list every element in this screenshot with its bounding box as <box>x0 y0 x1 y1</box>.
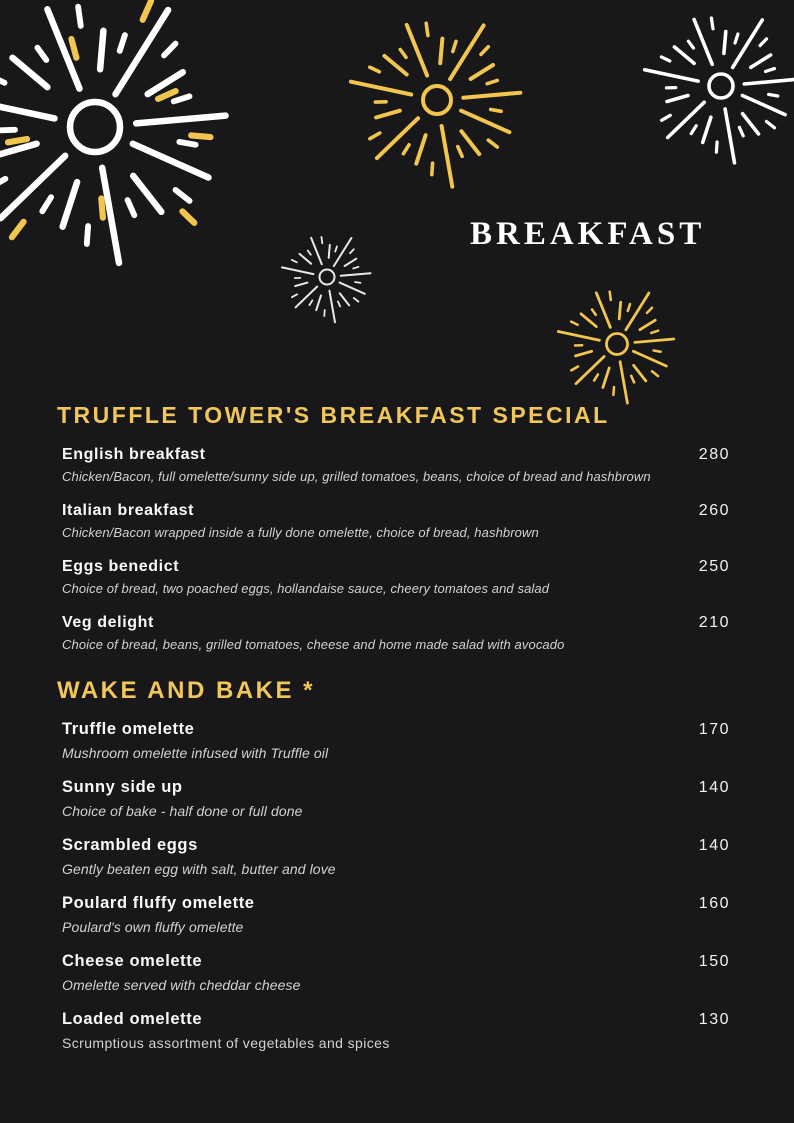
item-price: 150 <box>698 953 730 970</box>
menu-item <box>62 556 730 598</box>
item-description: Chicken/Bacon wrapped inside a fully done omelette, choice of bread, hashbrown <box>62 525 539 540</box>
item-name: Sunny side up <box>62 778 183 796</box>
firework-icon <box>282 237 371 322</box>
menu-section <box>57 676 730 1053</box>
item-name: Truffle omelette <box>62 720 195 738</box>
item-price: 260 <box>698 502 730 519</box>
item-row <box>62 718 730 740</box>
firework-icon <box>645 18 794 163</box>
item-description: Choice of bake - half done or full done <box>62 803 303 819</box>
item-description: Gently beaten egg with salt, butter and love <box>62 861 336 877</box>
menu-item <box>62 834 730 879</box>
item-description: Choice of bread, beans, grilled tomatoes, cheese and home made salad with avocado <box>62 637 565 652</box>
item-row <box>62 612 730 633</box>
item-name: Loaded omelette <box>62 1010 203 1028</box>
item-row <box>62 834 730 856</box>
item-row <box>62 950 730 972</box>
item-description: Omelette served with cheddar cheese <box>62 977 301 993</box>
item-row <box>62 1008 730 1030</box>
item-description: Scrumptious assortment of vegetables and spices <box>62 1035 390 1051</box>
item-name: English breakfast <box>62 446 206 463</box>
menu-item <box>62 500 730 542</box>
menu-section <box>57 400 730 654</box>
menu <box>57 400 730 1066</box>
item-name: Poulard fluffy omelette <box>62 894 255 912</box>
firework-icon <box>558 292 674 403</box>
menu-item <box>62 444 730 486</box>
item-name: Eggs benedict <box>62 558 180 575</box>
page-title: BREAKFAST <box>470 216 706 252</box>
item-row <box>62 444 730 465</box>
item-price: 250 <box>698 558 730 575</box>
item-name: Cheese omelette <box>62 952 203 970</box>
item-name: Veg delight <box>62 614 154 631</box>
item-row <box>62 556 730 577</box>
menu-item <box>62 892 730 937</box>
item-description: Chicken/Bacon, full omelette/sunny side up, grilled tomatoes, beans, choice of bread and hashbrown <box>62 469 651 484</box>
firework-icon <box>351 23 520 186</box>
item-name: Scrambled eggs <box>62 836 198 854</box>
item-price: 210 <box>698 614 730 631</box>
item-description: Mushroom omelette infused with Truffle oil <box>62 745 329 761</box>
item-price: 130 <box>698 1011 730 1028</box>
item-description: Choice of bread, two poached eggs, hollandaise sauce, cheery tomatoes and salad <box>62 581 550 596</box>
item-price: 280 <box>698 446 730 463</box>
item-price: 170 <box>698 721 730 738</box>
item-price: 140 <box>698 837 730 854</box>
menu-item <box>62 1008 730 1053</box>
item-description: Poulard's own fluffy omelette <box>62 919 244 935</box>
firework-icon <box>0 1 226 263</box>
menu-item <box>62 612 730 654</box>
item-name: Italian breakfast <box>62 502 195 519</box>
menu-item <box>62 776 730 821</box>
item-row <box>62 892 730 914</box>
section-title: TRUFFLE TOWER'S BREAKFAST SPECIAL <box>57 402 610 428</box>
item-row <box>62 500 730 521</box>
menu-item <box>62 718 730 763</box>
item-row <box>62 776 730 798</box>
menu-item <box>62 950 730 995</box>
section-title: WAKE AND BAKE * <box>57 677 315 704</box>
item-price: 160 <box>698 895 730 912</box>
item-price: 140 <box>698 779 730 796</box>
